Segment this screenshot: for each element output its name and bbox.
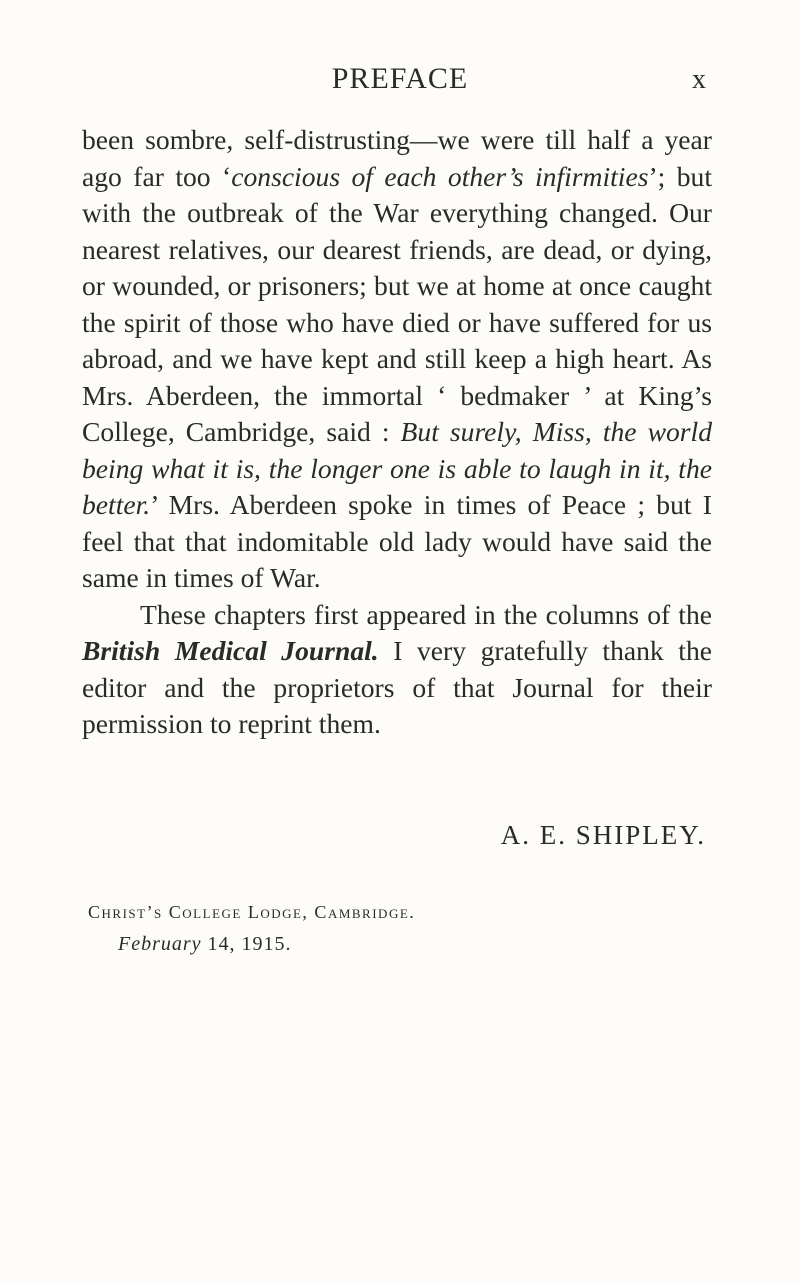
italic-quote: But surely, Miss, the world being what it is, the longer one is able to laugh in it, the better. [82, 416, 712, 520]
text-segment: ’; but with the outbreak of the War everything changed. Our nearest relatives, our dearest friends, are dead, or dying, or wounded, or prisoners; but we at home at once caught the spirit of those who have died or have suffered for us abroad, and we have kept and still keep a high heart. As Mrs. Aberdeen, the immortal ‘ bedmaker ’ at King’s College, Cambridge, said : [82, 160, 713, 447]
paragraph [82, 597, 712, 743]
page-number: x [692, 64, 706, 95]
author-signature: A. E. SHIPLEY. [500, 820, 706, 850]
text-segment: These chapters first appeared in the columns of the [140, 598, 712, 630]
text-segment: I very gratefully thank the editor and the proprietors of that Journal for their permission to reprint them. [82, 635, 712, 739]
text-segment: been sombre, self-distrusting—we were till half a year ago far too ‘ [82, 124, 712, 192]
body-text [82, 122, 712, 743]
date-month: February [118, 933, 202, 955]
page-header [0, 62, 800, 102]
address-line: Christ’s College Lodge, Cambridge. [88, 902, 416, 922]
date-rest: 14, 1915. [207, 933, 292, 955]
running-title: PREFACE [331, 62, 469, 95]
journal-title: British Medical Journal. [82, 635, 379, 666]
paragraph [82, 122, 712, 597]
date-line [118, 933, 292, 956]
italic-segment: conscious of each other’s infirmities [231, 160, 649, 192]
text-segment: ’ Mrs. Aberdeen spoke in times of Peace ; but I feel that that indomitable old lady would have said the same in times of War. [82, 489, 712, 593]
